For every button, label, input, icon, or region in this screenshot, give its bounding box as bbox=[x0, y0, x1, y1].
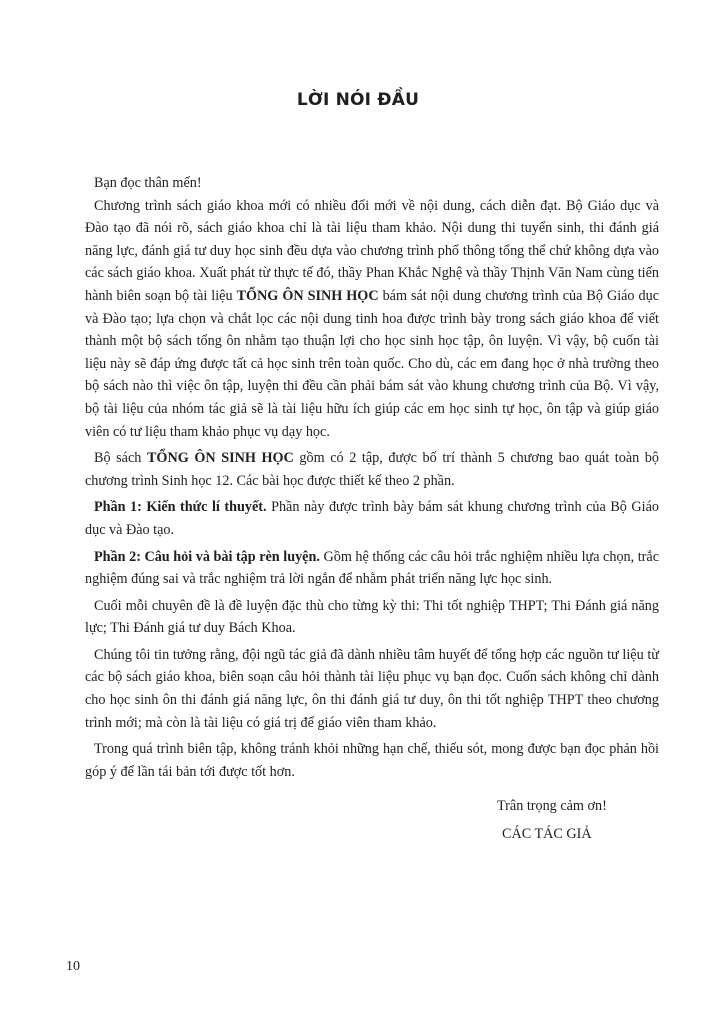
page-number: 10 bbox=[66, 959, 80, 974]
paragraph-structure-text-2: gồm có 2 tập, được bố trí thành 5 chương bao quát toàn bộ chương trình Sinh học 12. Các bài học được thiết kế theo 2 phần. bbox=[85, 450, 659, 489]
paragraph-chapter-exams: Cuối mỗi chuyên đề là đề luyện đặc thù cho từng kỳ thi: Thi tốt nghiệp THPT; Thi Đánh giá năng lực; Thi Đánh giá tư duy Bách Khoa. bbox=[85, 597, 659, 637]
authors-signature: CÁC TÁC GIẢ bbox=[502, 826, 592, 842]
paragraph-intro-text-2: bám sát nội dung chương trình của Bộ Giáo dục và Đào tạo; lựa chọn và chắt lọc các nội dung tinh hoa được trình bày trong sách giáo khoa để viết thành một bộ sách tổng ôn nhằm tạo thuận lợi cho học sinh học tập, ôn luyện. Vì vậy, bộ cuốn tài liệu này sẽ đáp ứng được tất cả học sinh trên toàn quốc. Cho dù, các em đang học ở nhà trường theo bộ sách nào thì việc ôn tập, luyện thi đều cần phải bám sát vào khung chương trình của Bộ. Vì vậy, bộ tài liệu của nhóm tác giả sẽ là tài liệu hữu ích giúp các em học sinh tự học, ôn tập và giúp giáo viên có tư liệu tham khảo phục vụ dạy học. bbox=[85, 287, 659, 440]
paragraph-structure-text-1: Bộ sách bbox=[94, 450, 147, 467]
page-title: LỜI NÓI ĐẦU bbox=[296, 90, 420, 110]
paragraph-intro-text-1: Chương trình sách giáo khoa mới có nhiều đổi mới về nội dung, cách diễn đạt. Bộ Giáo dục và Đào tạo đã nói rõ, sách giáo khoa chỉ là tài liệu tham khảo. Nội dung thi tuyển sinh, thi đánh giá năng lực, đánh giá tư duy học sinh đều dựa vào chương trình phổ thông tổng thể chứ không dựa vào các sách giáo khoa. Xuất phát từ thực tế đó, thầy Phan Khắc Nghệ và thầy Thịnh Văn Nam cùng tiến hành biên soạn bộ tài liệu bbox=[85, 197, 659, 304]
part-1-heading: Phần 1: Kiến thức lí thuyết. bbox=[94, 499, 267, 516]
closing-line: Trân trọng cảm ơn! bbox=[497, 798, 607, 814]
part-1-text: Phần này được trình bày bám sát khung chương trình của Bộ Giáo dục và Đào tạo. bbox=[85, 499, 659, 538]
greeting: Bạn đọc thân mến! bbox=[94, 175, 202, 191]
signoff bbox=[497, 792, 607, 848]
book-series-title-2: TỔNG ÔN SINH HỌC bbox=[146, 450, 294, 467]
paragraph-intro bbox=[85, 195, 659, 444]
part-2-text: Gồm hệ thống các câu hỏi trắc nghiệm nhiều lựa chọn, trắc nghiệm đúng sai và trắc nghiệm trả lời ngắn để nhằm phát triển năng lực học sinh. bbox=[85, 548, 660, 588]
part-2-heading: Phần 2: Câu hỏi và bài tập rèn luyện. bbox=[94, 548, 320, 565]
preface-body bbox=[85, 172, 659, 787]
paragraph-part-2 bbox=[85, 546, 659, 591]
book-series-title: TỔNG ÔN SINH HỌC bbox=[236, 287, 379, 304]
paragraph-structure bbox=[85, 447, 659, 492]
paragraph-part-1 bbox=[85, 496, 659, 541]
paragraph-belief: Chúng tôi tin tưởng rằng, đội ngũ tác giả đã dành nhiều tâm huyết để tổng hợp các nguồn tư liệu từ các bộ sách giáo khoa, biên soạn câu hỏi thành tài liệu phục vụ bạn đọc. Cuốn sách không chỉ dành cho học sinh ôn thi đánh giá năng lực, ôn thi đánh giá tư duy, ôn thi tốt nghiệp THPT theo chương trình mới; mà còn là tài liệu có giá trị để giáo viên tham khảo. bbox=[85, 646, 659, 731]
paragraph-feedback: Trong quá trình biên tập, không tránh khỏi những hạn chế, thiếu sót, mong được bạn đọc phản hồi góp ý để lần tái bản tới được tốt hơn. bbox=[85, 741, 659, 780]
